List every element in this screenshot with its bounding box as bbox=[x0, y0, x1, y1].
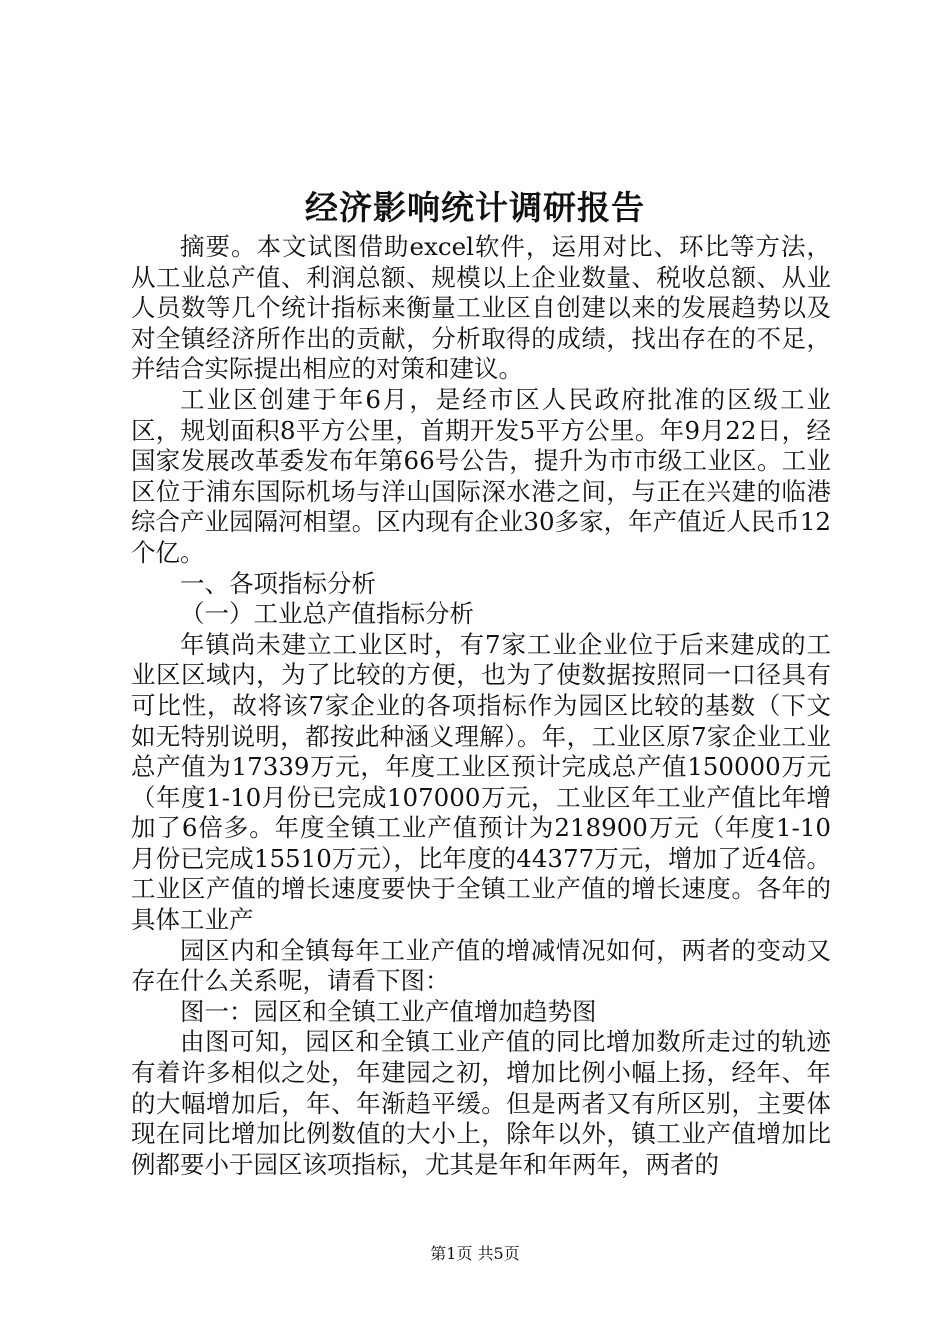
page-footer: 第1页 共5页 bbox=[430, 1244, 520, 1263]
section-heading: 一、各项指标分析 bbox=[180, 568, 376, 598]
document-title: 经济影响统计调研报告 bbox=[305, 188, 645, 227]
intro-paragraph: 工业区创建于年6月，是经市区人民政府批准的区级工业区，规划面积8平方公里，首期开发5平方公里。年9月22日，经国家发展改革委发布年第66号公告，提升为市市级工业区。工业区位于浦东国际机场与洋山国际深水港之间，与正在兴建的临港综合产业园隔河相望。区内现有企业30多家，年产值近人民币12个亿。 bbox=[131, 384, 831, 567]
trend-analysis-paragraph: 由图可知，园区和全镇工业产值的同比增加数所走过的轨迹有着许多相似之处，年建园之初，增加比例小幅上扬，经年、年的大幅增加后，年、年渐趋平缓。但是两者又有所区别，主要体现在同比增加比例数值的大小上，除年以外，镇工业产值增加比例都要小于园区该项指标，尤其是年和年两年，两者的 bbox=[131, 1027, 831, 1179]
question-paragraph: 园区内和全镇每年工业产值的增减情况如何，两者的变动又存在什么关系呢，请看下图： bbox=[131, 935, 831, 996]
abstract-paragraph: 摘要。本文试图借助excel软件，运用对比、环比等方法，从工业总产值、利润总额、规模以上企业数量、税收总额、从业人员数等几个统计指标来衡量工业区自创建以来的发展趋势以及对全镇经济所作出的贡献，分析取得的成绩，找出存在的不足，并结合实际提出相应的对策和建议。 bbox=[131, 232, 831, 384]
document-body bbox=[131, 232, 831, 1180]
subsection-heading: （一）工业总产值指标分析 bbox=[180, 599, 474, 629]
figure-caption: 图一：园区和全镇工业产值增加趋势图 bbox=[180, 996, 597, 1026]
output-analysis-paragraph: 年镇尚未建立工业区时，有7家工业企业位于后来建成的工业区区域内，为了比较的方便，也为了使数据按照同一口径具有可比性，故将该7家企业的各项指标作为园区比较的基数（下文如无特别说明，都按此种涵义理解）。年，工业区原7家企业工业总产值为17339万元，年度工业区预计完成总产值150000万元（年度1-10月份已完成107000万元，工业区年工业产值比年增加了6倍多。年度全镇工业产值预计为218900万元（年度1-10月份已完成15510万元），比年度的44377万元，增加了近4倍。工业区产值的增长速度要快于全镇工业产值的增长速度。各年的具体工业产 bbox=[131, 629, 831, 935]
